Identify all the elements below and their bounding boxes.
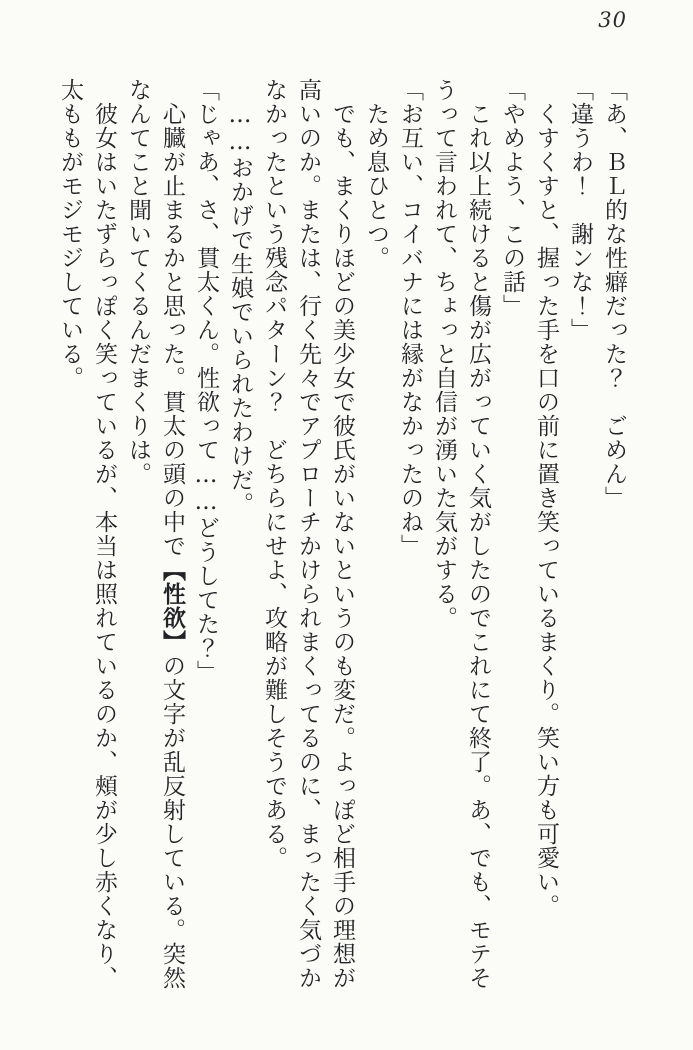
text-line-dialogue: 「あ、ＢＬ的な性癖だった？ ごめん」 [601,78,627,510]
text-line: 太ももがモジモジしている。 [57,78,83,390]
text-line: これ以上続けると傷が広がっていく気がしたのでこれにて終了。あ、でも、モテそ [465,102,491,990]
text-line [155,78,189,1028]
text-line-dialogue: 「お互い、コイバナには縁がなかったのね」 [397,78,423,558]
text-block [53,78,631,1028]
text-line: ……おかげで生娘でいられたわけだ。 [227,102,253,516]
text-line-dialogue: 「じゃあ、さ、貫太くん。性欲って……どうしてた？」 [193,78,219,684]
text-segment: の文字が乱反射している。突然 [159,654,185,990]
text-segment: 心臓が止まるかと思った。貫太の頭の中で [159,102,185,558]
text-line: でも、まくりほどの美少女で彼氏がいないというのも変だ。よっぽど相手の理想が [329,102,355,990]
text-line: 高いのか。または、行く先々でアプローチかけられまくってるのに、まったく気づか [295,78,321,990]
text-line: なんてこと聞いてくるんだまくりは。 [125,78,151,486]
text-line-dialogue: 「やめよう、この話」 [499,78,525,318]
text-line: 彼女はいたずらっぽく笑っているが、本当は照れているのか、頰が少し赤くなり、 [91,102,117,990]
page-number: 30 [598,8,627,32]
emphasized-text: 【性欲】 [159,558,186,654]
text-line: うって言われて、ちょっと自信が湧いた気がする。 [431,78,457,630]
text-line: なかったという残念パターン？ どちらにせよ、攻略が難しそうである。 [261,78,287,870]
text-line-dialogue: 「違うわ！ 謝ンな！」 [567,78,593,342]
text-line: ため息ひとつ。 [363,102,389,270]
text-line: くすくすと、握った手を口の前に置き笑っているまくり。笑い方も可愛い。 [533,102,559,918]
